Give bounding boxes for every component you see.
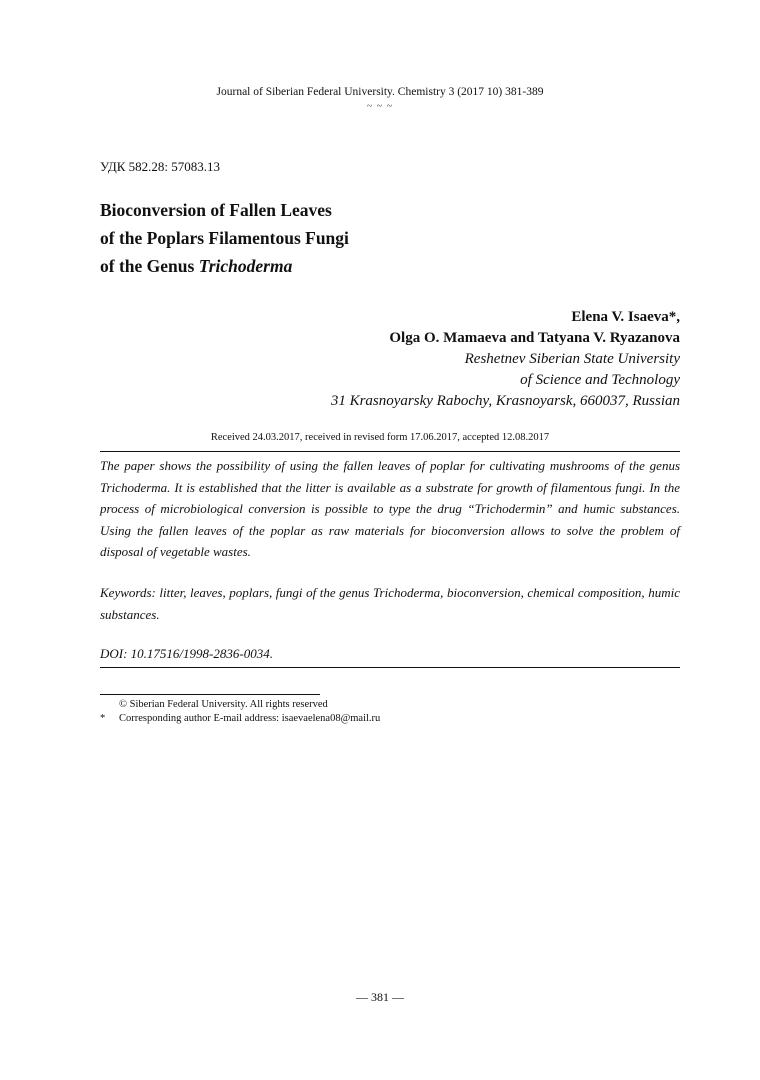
affiliation-line-3: 31 Krasnoyarsky Rabochy, Krasnoyarsk, 660037, Russian xyxy=(330,393,680,409)
bottom-divider xyxy=(100,667,680,668)
article-title xyxy=(100,196,349,280)
author-line-1: Elena V. Isaeva*, xyxy=(571,309,680,325)
footnote-corresponding xyxy=(100,712,380,726)
doi: DOI: 10.17516/1998-2836-0034. xyxy=(100,646,273,661)
keywords: Keywords: litter, leaves, poplars, fungi of the genus Trichoderma, bioconversion, chemical composition, humic substances. xyxy=(100,585,680,622)
title-line-3 xyxy=(100,252,349,280)
footnote-divider xyxy=(100,694,320,695)
title-line-1: Bioconversion of Fallen Leaves xyxy=(100,200,332,220)
title-genus: Trichoderma xyxy=(198,256,293,276)
footnote-corresponding-mark: * xyxy=(100,713,106,724)
footnote-copyright xyxy=(100,698,380,712)
affiliation-line-2: of Science and Technology xyxy=(520,372,680,388)
author-line-2: Olga O. Mamaeva and Tatyana V. Ryazanova xyxy=(389,330,680,346)
received-dates: Received 24.03.2017, received in revised form 17.06.2017, accepted 12.08.2017 xyxy=(210,432,550,443)
title-line-2: of the Poplars Filamentous Fungi xyxy=(100,228,349,248)
abstract: The paper shows the possibility of using the fallen leaves of poplar for cultivating mushrooms of the genus Trichoderma. It is established that the litter is available as a substrate for growth of filamentous fungi. In the process of microbiological conversion is possible to type the drug “Trichodermin” and humic substances. Using the fallen leaves of the poplar as raw materials for bioconversion allows to solve the problem of disposal of vegetable wastes. xyxy=(100,458,680,559)
title-line-3-prefix: of the Genus xyxy=(100,256,199,276)
journal-header: Journal of Siberian Federal University. Chemistry 3 (2017 10) 381-389 xyxy=(216,86,544,98)
top-divider xyxy=(100,451,680,452)
udk-code: УДК 582.28: 57083.13 xyxy=(100,159,221,174)
authors-block xyxy=(331,307,680,412)
footnotes xyxy=(100,698,380,726)
header-ornament: ~ ~ ~ xyxy=(366,101,394,112)
footnote-corresponding-text: Corresponding author E-mail address: isaevaelena08@mail.ru xyxy=(119,713,381,724)
affiliation-line-1: Reshetnev Siberian State University xyxy=(464,351,680,367)
page-number: — 381 — xyxy=(356,990,404,1004)
footnote-copyright-text: © Siberian Federal University. All rights reserved xyxy=(119,699,328,710)
